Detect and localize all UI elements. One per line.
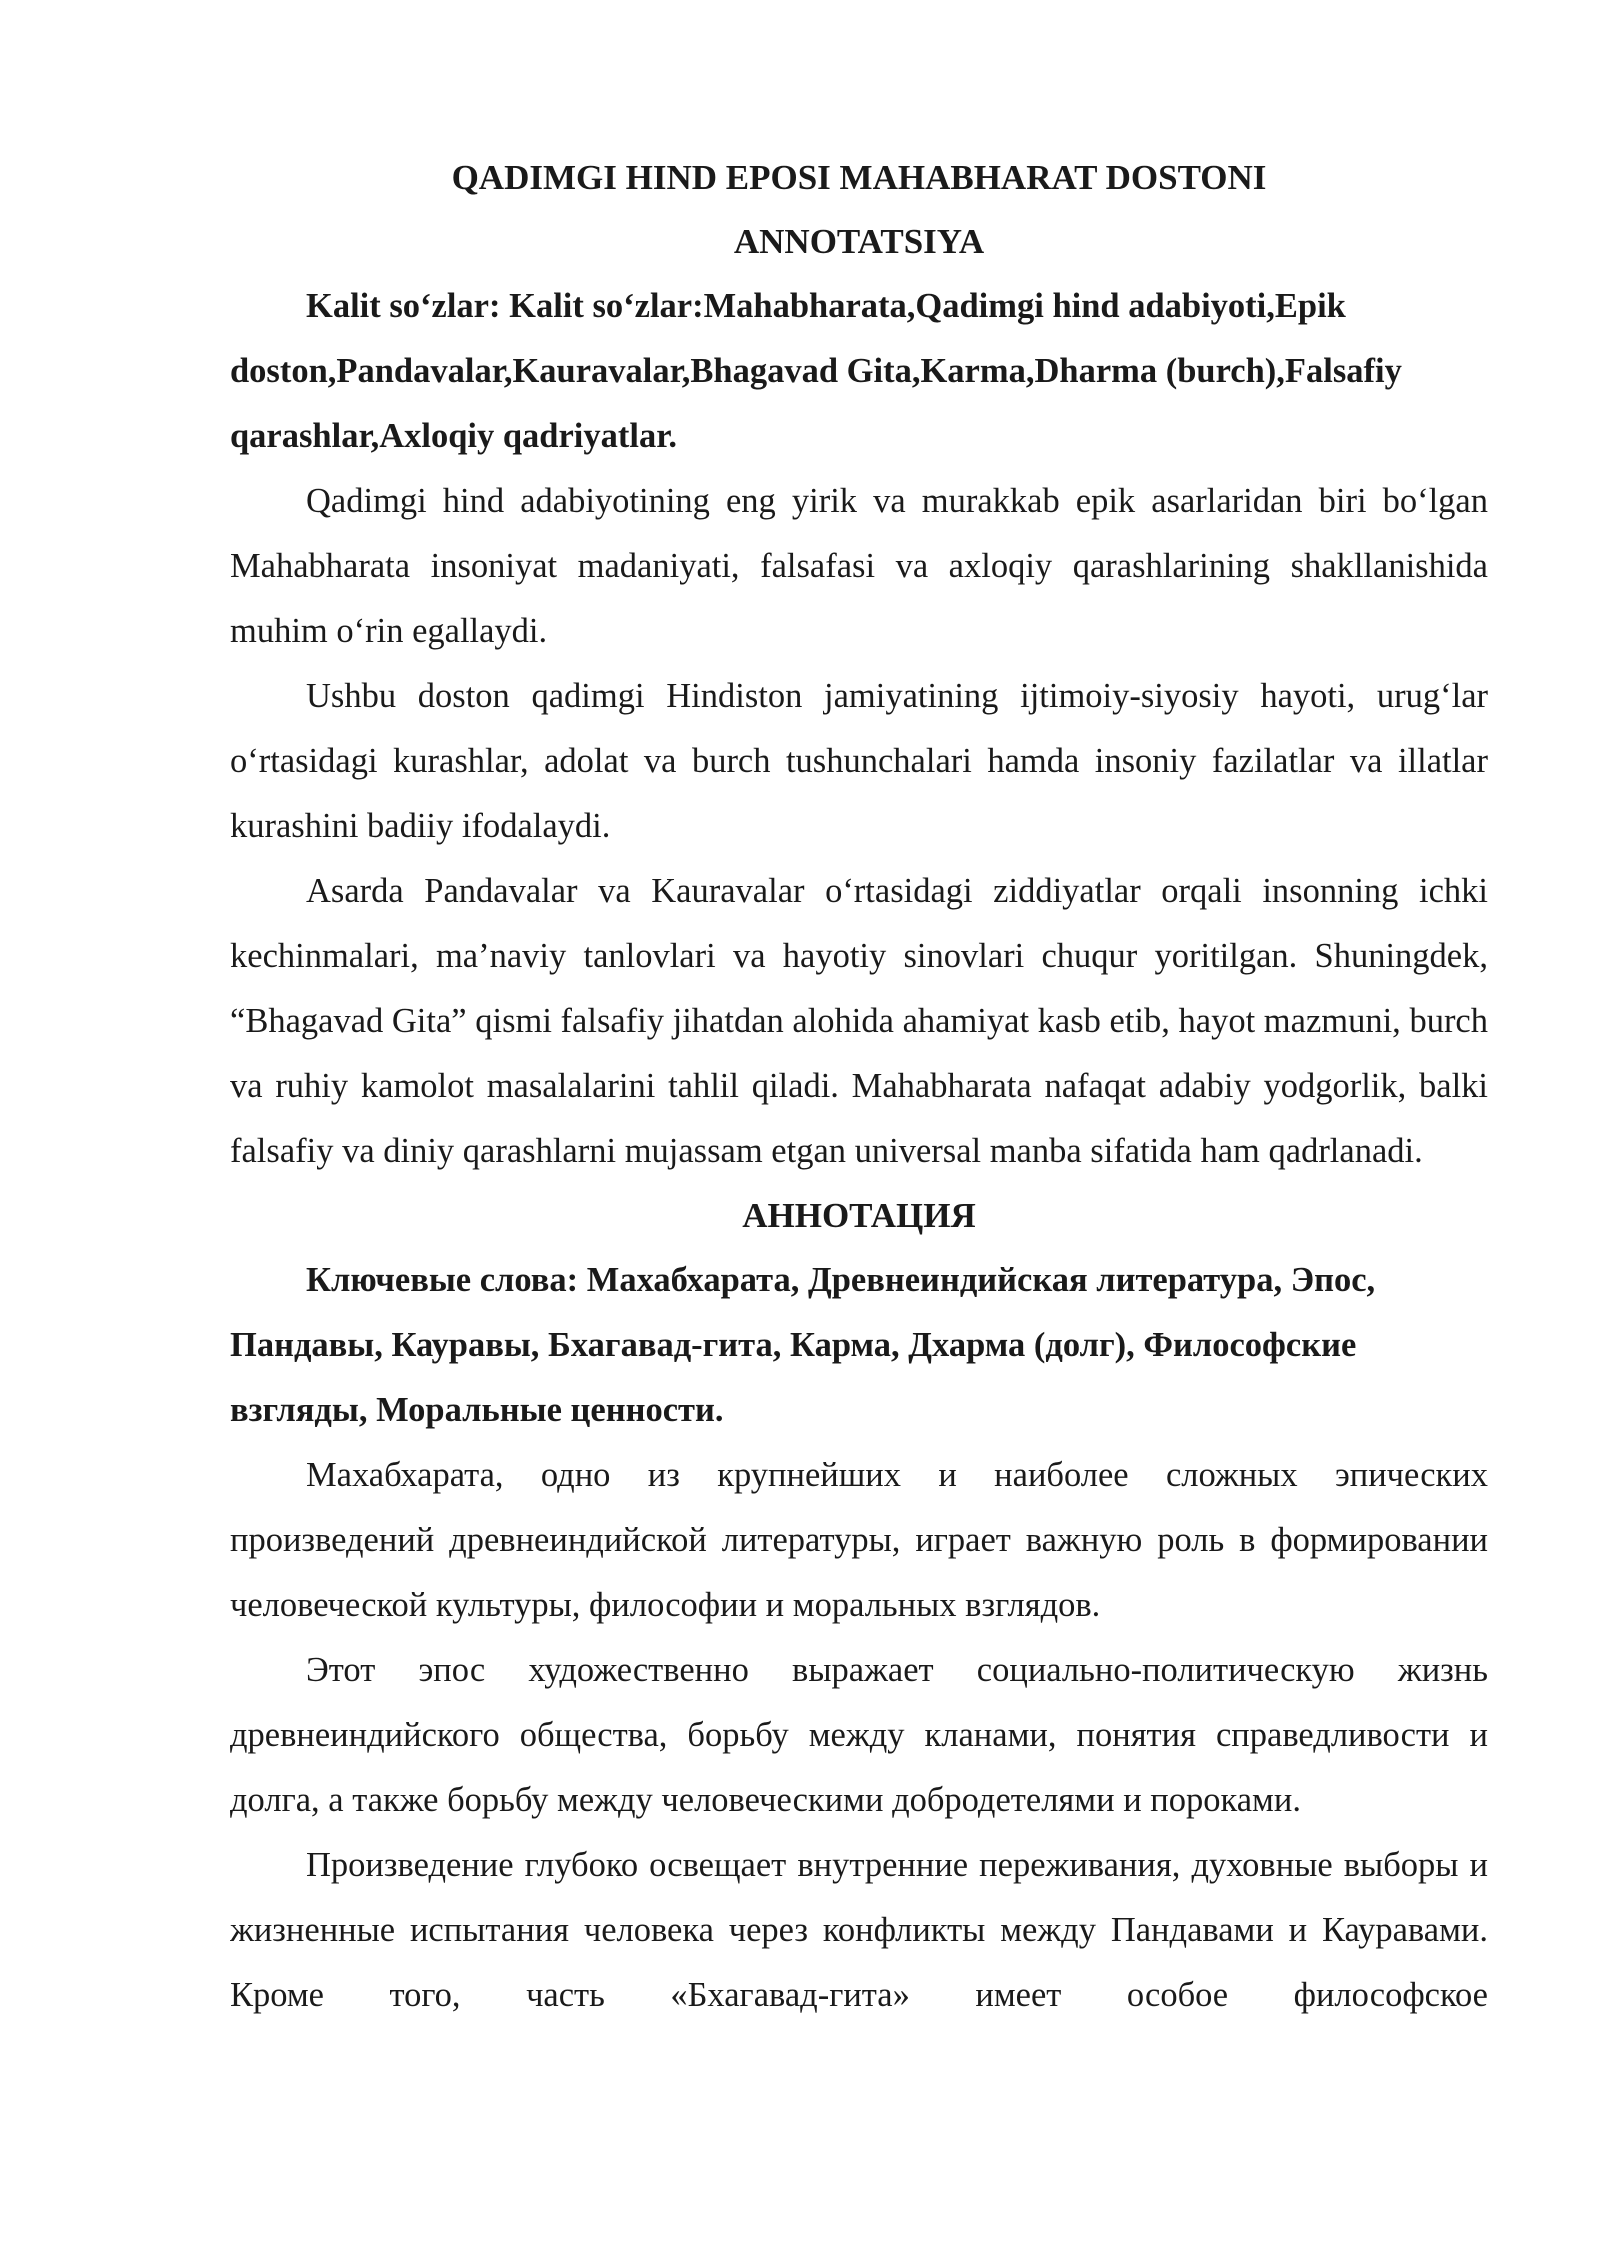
document-title: QADIMGI HIND EPOSI MAHABHARAT DOSTONI — [451, 158, 1267, 197]
ru-paragraph-3: Произведение глубоко освещает внутренние переживания, духовные выборы и жизненные испытания человека через конфликты между Пандавами и Кауравами. Кроме того, часть «Бхагавад-гита» имеет особое философское — [230, 1846, 1488, 2014]
uz-keywords: Kalit so‘zlar: Kalit so‘zlar:Mahabharata,Qadimgi hind adabiyoti,Epik doston,Pandavalar,Kauravalar,Bhagavad Gita,Karma,Dharma (burch),Falsafiy qarashlar,Axloqiy qadriyatlar. — [230, 287, 1402, 455]
uz-paragraph-2: Ushbu doston qadimgi Hindiston jamiyatining ijtimoiy-siyosiy hayoti, urug‘lar o‘rtasidagi kurashlar, adolat va burch tushunchalari hamda insoniy fazilatlar va illatlar kurashini badiiy ifodalaydi. — [230, 677, 1488, 845]
ru-keywords: Ключевые слова: Махабхарата, Древнеиндийская литература, Эпос, Пандавы, Кауравы, Бхагавад-гита, Карма, Дхарма (долг), Философские взгляды, Моральные ценности. — [230, 1261, 1376, 1429]
uz-paragraph-3: Asarda Pandavalar va Kauravalar o‘rtasidagi ziddiyatlar orqali insonning ichki kechinmalari, ma’naviy tanlovlari va hayotiy sinovlari chuqur yoritilgan. Shuningdek, “Bhagavad Gita” qismi falsafiy jihatdan alohida ahamiyat kasb etib, hayot mazmuni, burch va ruhiy kamolot masalalarini tahlil qiladi. Mahabharata nafaqat adabiy yodgorlik, balki falsafiy va diniy qarashlarni mujassam etgan universal manba sifatida ham qadrlanadi. — [230, 872, 1488, 1170]
ru-paragraph-2: Этот эпос художественно выражает социально-политическую жизнь древнеиндийского общества, борьбу между кланами, понятия справедливости и долга, а также борьбу между человеческими добродетелями и пороками. — [230, 1651, 1488, 1819]
uz-paragraph-1: Qadimgi hind adabiyotining eng yirik va murakkab epik asarlaridan biri bo‘lgan Mahabharata insoniyat madaniyati, falsafasi va axloqiy qarashlarining shakllanishida muhim o‘rin egallaydi. — [230, 482, 1488, 650]
ru-paragraph-1: Махабхарата, одно из крупнейших и наиболее сложных эпических произведений древнеиндийской литературы, играет важную роль в формировании человеческой культуры, философии и моральных взглядов. — [230, 1456, 1488, 1624]
uz-annotation-heading: ANNOTATSIYA — [733, 222, 985, 261]
ru-annotation-heading: АННОТАЦИЯ — [742, 1196, 976, 1235]
